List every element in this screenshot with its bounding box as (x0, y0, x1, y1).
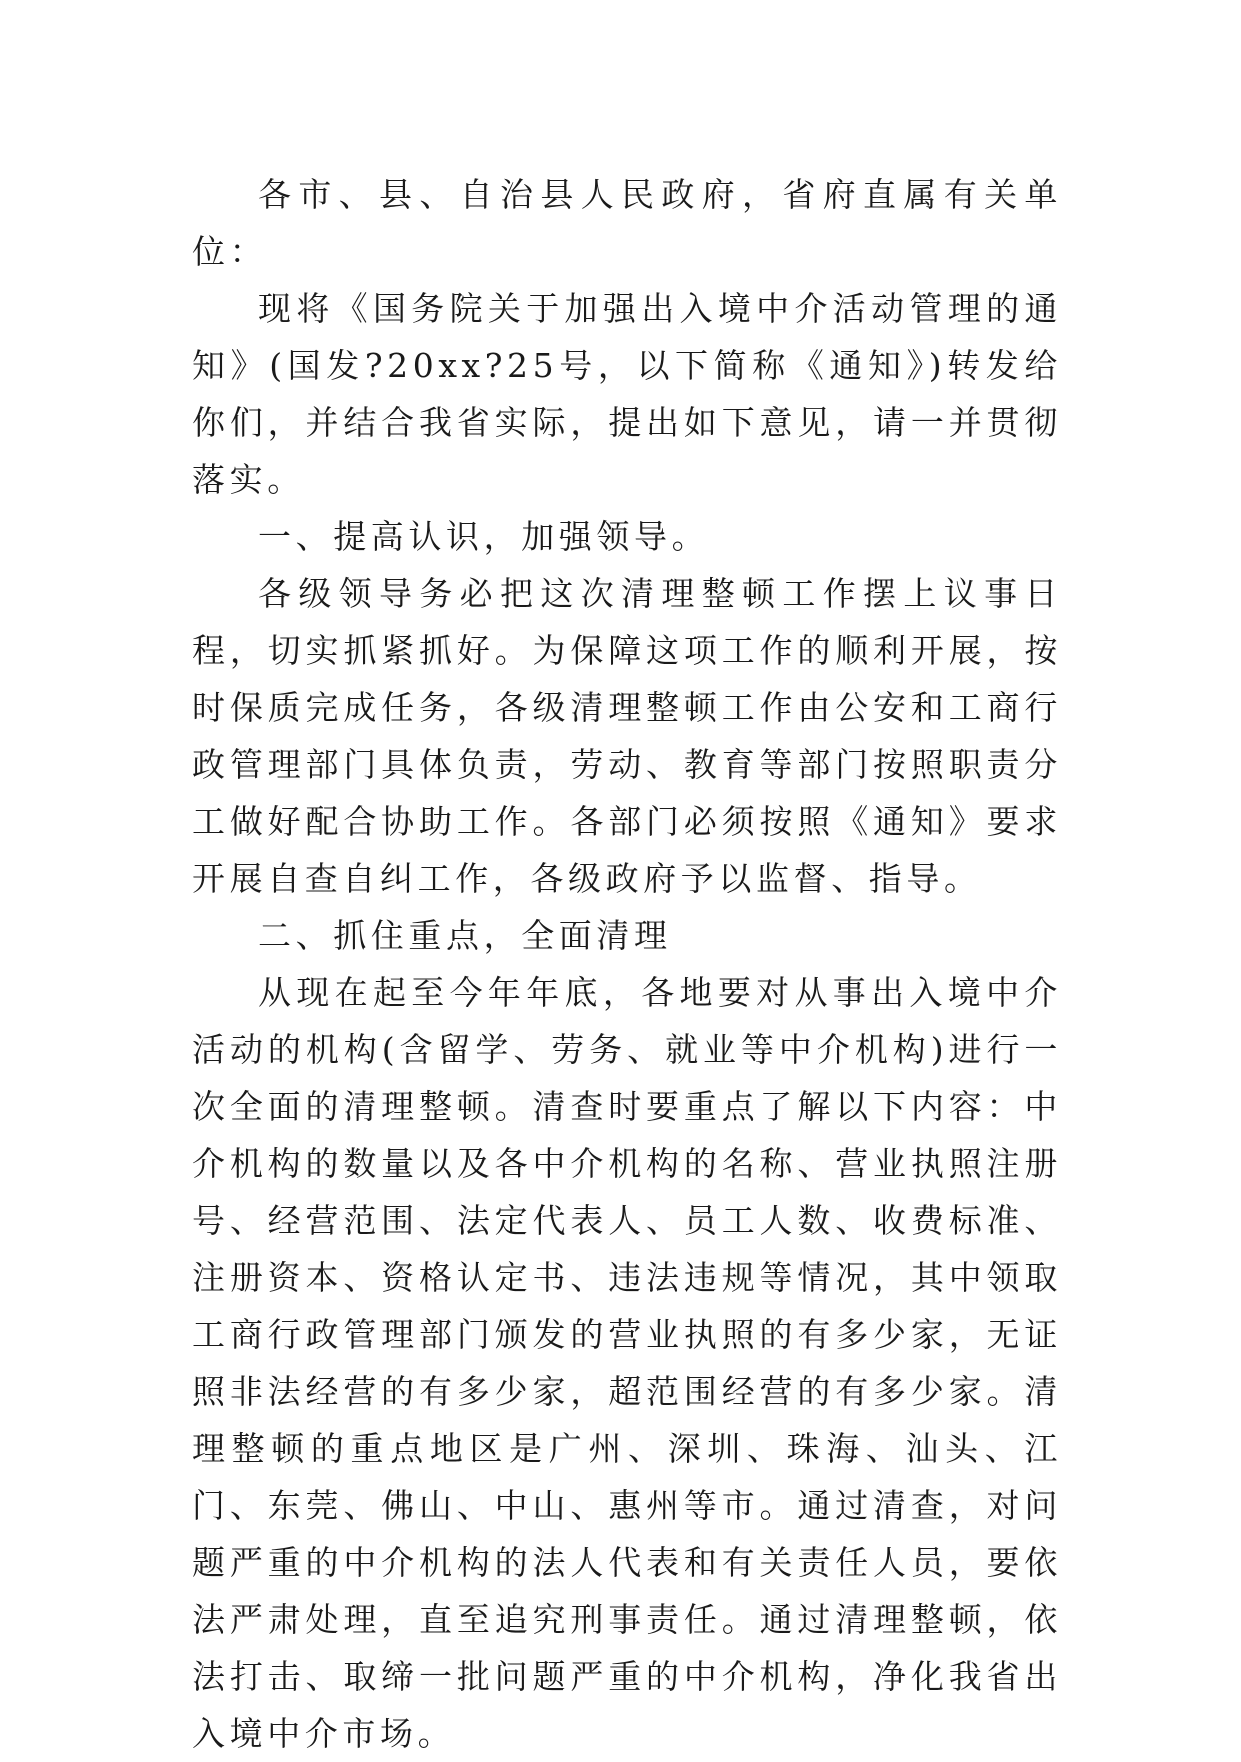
section-heading-2: 二、抓住重点，全面清理 (258, 916, 672, 955)
section-2-paragraph: 从现在起至今年年底，各地要对从事出入境中介活动的机构(含留学、劳务、就业等中介机构)进行一次全面的清理整顿。清查时要重点了解以下内容：中介机构的数量以及各中介机构的名称、营业执照注册号、经营范围、法定代表人、员工人数、收费标准、注册资本、资格认定书、违法违规等情况，其中领取工商行政管理部门颁发的营业执照的有多少家，无证照非法经营的有多少家，超范围经营的有多少家。清理整顿的重点地区是广州、深圳、珠海、汕头、江门、东莞、佛山、中山、惠州等市。通过清查，对问题严重的中介机构的法人代表和有关责任人员，要依法严肃处理，直至追究刑事责任。通过清理整顿，依法打击、取缔一批问题严重的中介机构，净化我省出入境中介市场。 (192, 973, 1062, 1753)
intro-paragraph: 现将《国务院关于加强出入境中介活动管理的通知》(国发?20xx?25号，以下简称《通知》)转发给你们，并结合我省实际，提出如下意见，请一并贯彻落实。 (192, 289, 1062, 499)
section-1-paragraph: 各级领导务必把这次清理整顿工作摆上议事日程，切实抓紧抓好。为保障这项工作的顺利开展，按时保质完成任务，各级清理整顿工作由公安和工商行政管理部门具体负责，劳动、教育等部门按照职责分工做好配合协助工作。各部门必须按照《通知》要求开展自查自纠工作，各级政府予以监督、指导。 (192, 574, 1062, 898)
salutation-paragraph: 各市、县、自治县人民政府，省府直属有关单位： (192, 175, 1062, 271)
document-body (192, 166, 1062, 1762)
section-heading-1: 一、提高认识，加强领导。 (258, 517, 710, 556)
